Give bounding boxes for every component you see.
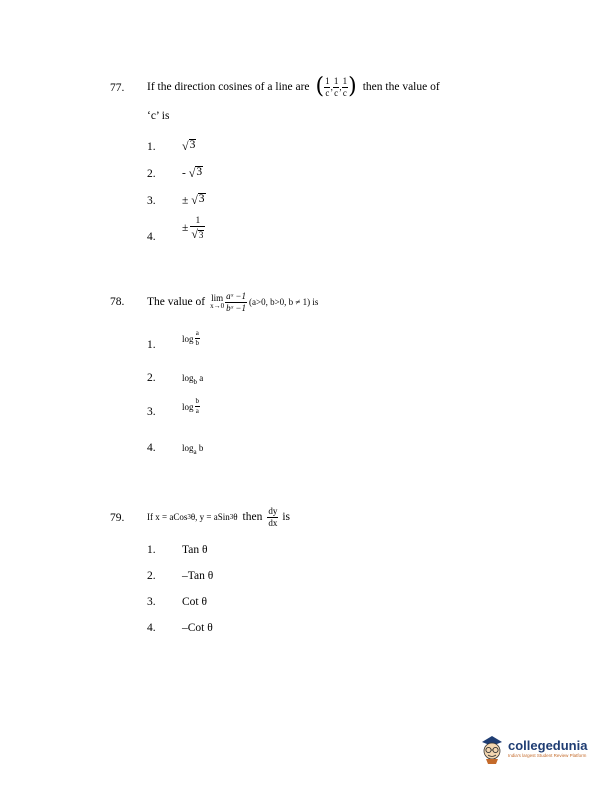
q79-option-2: –Tan θ: [182, 570, 214, 582]
question-79-text: If x = aCos 3 θ , y = aSin 3 θ then $\frac{dy}{dx}$ is: [147, 505, 291, 528]
dy-dx-fraction: $\frac{dy}{dx}$: [268, 505, 278, 528]
q77-option-4-number: 4.: [147, 231, 156, 243]
question-78-condition: (a>0, b>0, b ≠ 1) is: [249, 297, 319, 307]
q79-option-4-number: 4.: [147, 622, 156, 634]
question-77-text-line2: ‘c’ is: [147, 110, 170, 122]
question-79-number: 79.: [110, 512, 125, 524]
q77-option-1-number: 1.: [147, 141, 156, 153]
q78-option-2: $\log_b a$: [182, 373, 204, 386]
question-77-text: If the direction cosines of a line are ( $\frac{1}{c}$ , $\frac{1}{c}$ , $\frac{1}{c}$ ) then the value of: [147, 74, 440, 99]
question-78-number: 78.: [110, 296, 125, 308]
mascot-icon: [478, 734, 506, 764]
q77-option-2-number: 2.: [147, 168, 156, 180]
limit-fraction: $\frac{\text{aˣ −1}}{\text{bˣ −1}}$: [226, 290, 246, 313]
q78-option-3-number: 3.: [147, 406, 156, 418]
q79-option-1: Tan θ: [182, 544, 208, 556]
q77-option-1: √ 3: [182, 138, 196, 153]
close-paren: ): [348, 74, 357, 99]
q78-option-2-number: 2.: [147, 372, 156, 384]
dc-fraction-1: $\frac{1}{c}$: [325, 75, 330, 98]
q78-option-1: log $\frac{a}{b}$: [182, 329, 200, 347]
logo-tagline: India's largest Student Review Platform: [508, 752, 587, 758]
limit: lim x→0: [210, 293, 225, 310]
q79-option-3: Cot θ: [182, 596, 207, 608]
open-paren: (: [315, 74, 325, 99]
q79-option-1-number: 1.: [147, 544, 156, 556]
q78-option-1-number: 1.: [147, 339, 156, 351]
q79-option-2-number: 2.: [147, 570, 156, 582]
q78-option-3: log $\frac{b}{a}$: [182, 397, 200, 415]
q77-option-2: - √ 3: [182, 165, 203, 180]
question-77-number: 77.: [110, 82, 125, 94]
q79-option-3-number: 3.: [147, 596, 156, 608]
q78-option-4: $\log_a b$: [182, 443, 204, 456]
logo-name: collegedunia: [508, 738, 588, 754]
dc-fraction-3: $\frac{1}{c}$: [342, 75, 348, 98]
dc-fraction-2: $\frac{1}{c}$: [333, 75, 339, 98]
question-78-text: [147, 285, 318, 319]
q77-option-3-number: 3.: [147, 195, 156, 207]
question-77-text-before: If the direction cosines of a line are: [147, 81, 310, 93]
q79-option-4: –Cot θ: [182, 622, 213, 634]
question-78-text-before: The value of: [147, 296, 206, 308]
q77-option-3: ± √ 3: [182, 192, 205, 207]
q77-option-4: ± 1 √ 3: [182, 215, 204, 241]
q78-option-4-number: 4.: [147, 442, 156, 454]
collegedunia-logo: [478, 734, 587, 764]
question-77-text-after: then the value of: [362, 81, 440, 93]
